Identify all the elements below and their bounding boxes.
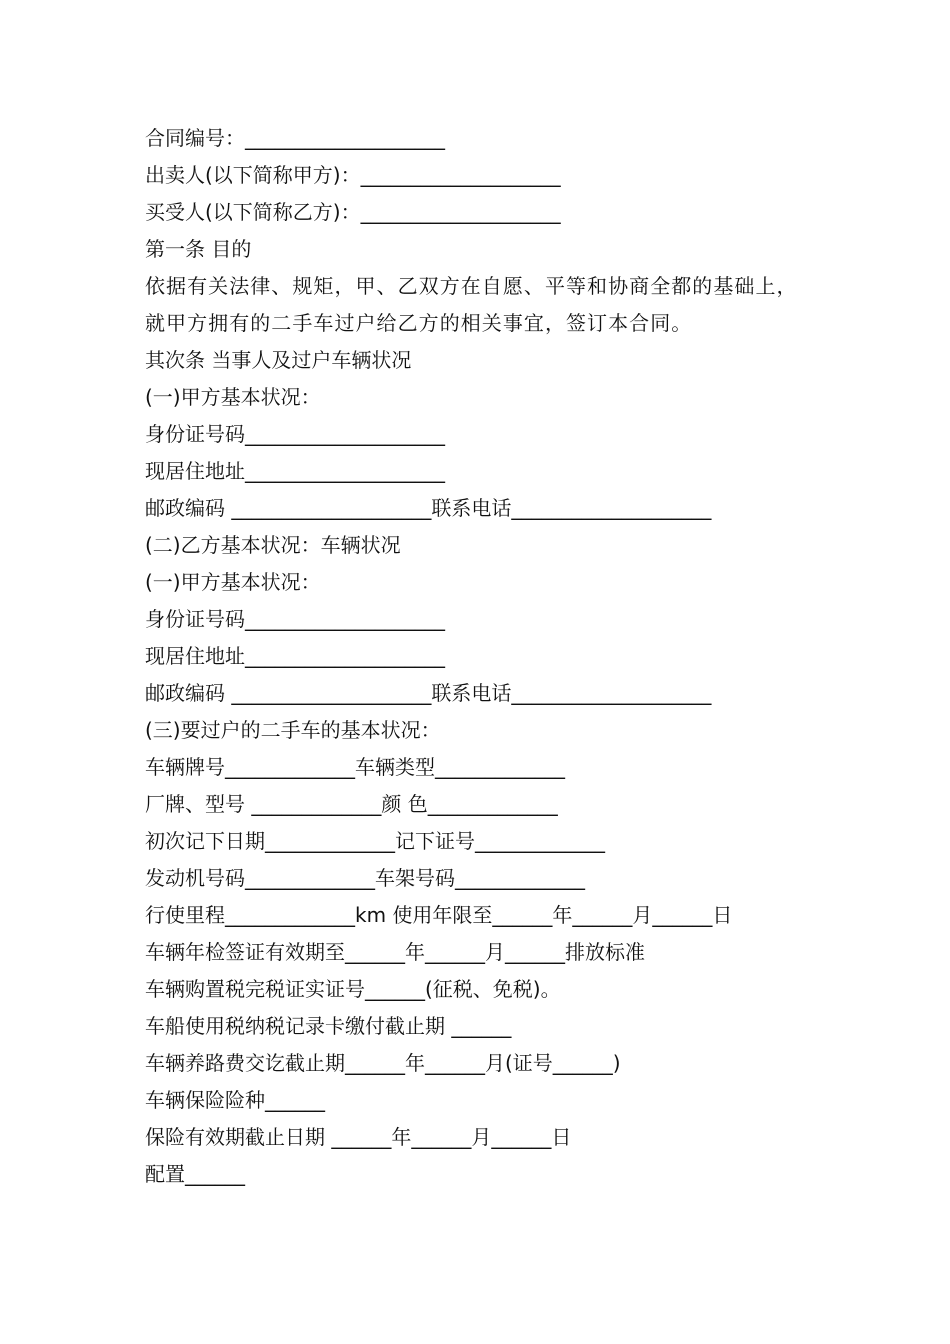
party-b-section-heading: (二)乙方基本状况：车辆状况 xyxy=(145,533,401,557)
contract-number-line: 合同编号：____________________ xyxy=(145,126,445,150)
insurance-type-line: 车辆保险险种______ xyxy=(145,1088,325,1112)
vessel-tax-line: 车船使用税纳税记录卡缴付截止期 ______ xyxy=(145,1014,512,1038)
vehicle-section-heading: (三)要过户的二手车的基本状况： xyxy=(145,718,441,742)
id-number-line: 身份证号码____________________ xyxy=(145,422,445,446)
plate-type-line: 车辆牌号_____________车辆类型_____________ xyxy=(145,755,565,779)
id-number-line-repeat: 身份证号码____________________ xyxy=(145,607,445,631)
party-a-section-heading: (一)甲方基本状况： xyxy=(145,385,321,409)
insurance-expiry-line: 保险有效期截止日期 ______年______月______日 xyxy=(145,1125,572,1149)
address-line: 现居住地址____________________ xyxy=(145,459,445,483)
mileage-line: 行使里程_____________km 使用年限至______年______月______日 xyxy=(145,903,733,927)
address-line-repeat: 现居住地址____________________ xyxy=(145,644,445,668)
configuration-line: 配置______ xyxy=(145,1162,245,1186)
registration-line: 初次记下日期_____________记下证号_____________ xyxy=(145,829,605,853)
inspection-line: 车辆年检签证有效期至______年______月______排放标准 xyxy=(145,940,645,964)
postcode-phone-line: 邮政编码 ____________________联系电话____________________ xyxy=(145,496,712,520)
purpose-paragraph: 依据有关法律、规矩，甲、乙双方在自愿、平等和协商全都的基础上，就甲方拥有的二手车过户给乙方的相关事宜，签订本合同。 xyxy=(145,274,798,335)
engine-frame-line: 发动机号码_____________车架号码_____________ xyxy=(145,866,585,890)
road-fee-line: 车辆养路费交讫截止期______年______月(证号______) xyxy=(145,1051,621,1075)
purchase-tax-line: 车辆购置税完税证实证号______(征税、免税)。 xyxy=(145,977,561,1001)
buyer-line: 买受人(以下简称乙方)：____________________ xyxy=(145,200,561,224)
brand-color-line: 厂牌、型号 _____________颜 色_____________ xyxy=(145,792,558,816)
article-one-heading: 第一条 目的 xyxy=(145,237,252,261)
contract-page xyxy=(145,120,825,1193)
article-two-heading: 其次条 当事人及过户车辆状况 xyxy=(145,348,412,372)
postcode-phone-line-repeat: 邮政编码 ____________________联系电话____________________ xyxy=(145,681,712,705)
party-a-section-heading-repeat: (一)甲方基本状况： xyxy=(145,570,321,594)
seller-line: 出卖人(以下简称甲方)：____________________ xyxy=(145,163,561,187)
